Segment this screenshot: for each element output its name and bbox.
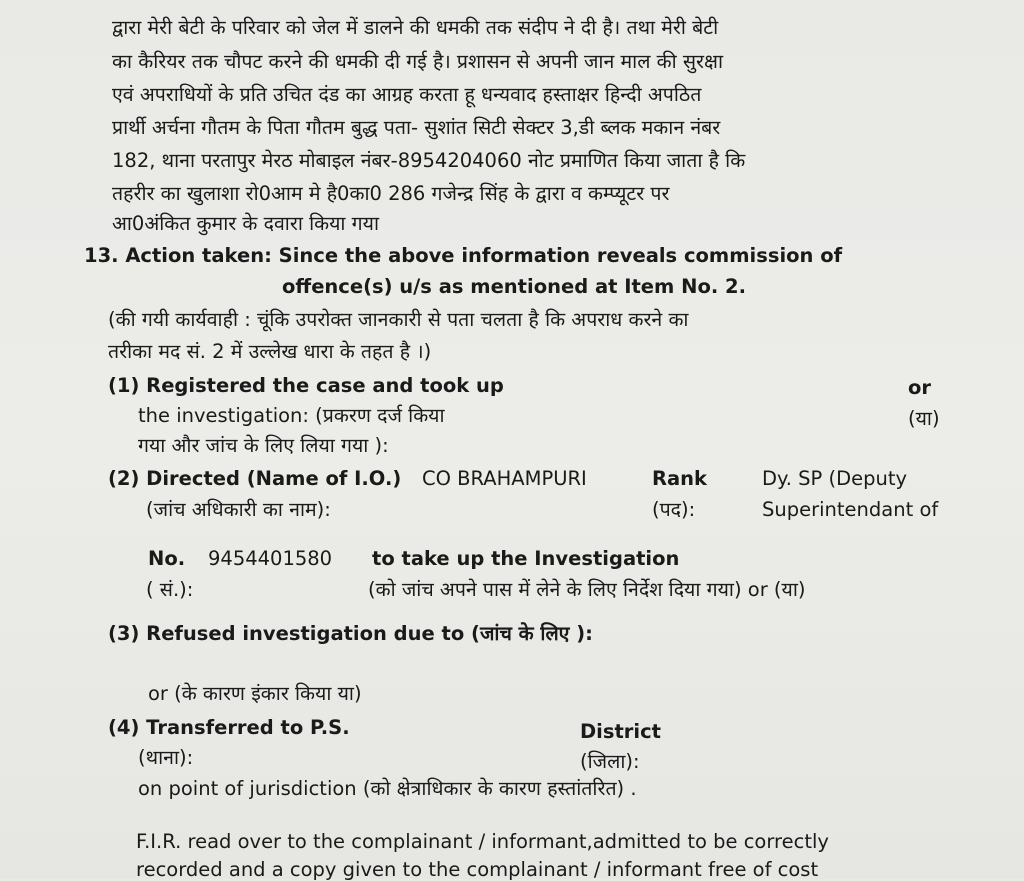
footer-line-2: recorded and a copy given to the complainant / informant free of cost (136, 858, 819, 881)
item1-label-line-1: (1) Registered the case and took up (108, 374, 504, 397)
section13-heading-line-2: offence(s) u/s as mentioned at Item No. 2. (282, 275, 747, 298)
section13-hindi-line-2: तरीका मद सं. 2 में उल्लेख धारा के तहत है ।) (108, 340, 432, 363)
paragraph-line-3: एवं अपराधियों के प्रति उचित दंड का आग्रह करता हू धन्यवाद हस्ताक्षर हिन्दी अपठित (112, 83, 702, 106)
item2-label-hindi: (जांच अधिकारी का नाम): (146, 498, 331, 521)
item3-or-line: or (के कारण इंकार किया या) (148, 682, 362, 705)
item2-no-label: No. (148, 547, 186, 570)
item1-label-line-3: गया और जांच के लिए लिया गया ): (138, 434, 389, 457)
item4-jurisdiction: on point of jurisdiction (को क्षेत्राधिकार के कारण हस्तांतरित) . (138, 777, 637, 800)
paragraph-line-5: 182, थाना परतापुर मेरठ मोबाइल नंबर-8954204060 नोट प्रमाणित किया जाता है कि (112, 149, 746, 172)
paragraph-line-7: आ0अंकित कुमार के दवारा किया गया (112, 212, 380, 235)
item2-take-up: to take up the Investigation (372, 547, 680, 570)
item2-no-value: 9454401580 (208, 547, 333, 570)
item1-or-hindi: (या) (908, 407, 940, 430)
item2-rank-value-line-2: Superintendant of (762, 498, 939, 521)
item2-label: (2) Directed (Name of I.O.) (108, 467, 402, 490)
item2-no-label-hindi: ( सं.): (146, 578, 194, 601)
item4-label-hindi: (थाना): (138, 746, 194, 769)
item3-label: (3) Refused investigation due to (जांच के लिए ): (108, 622, 593, 645)
item1-label-line-2: the investigation: (प्रकरण दर्ज किया (138, 404, 445, 427)
item2-io-name: CO BRAHAMPURI (422, 467, 587, 490)
paragraph-line-4: प्रार्थी अर्चना गौतम के पिता गौतम बुद्ध पता- सुशांत सिटी सेक्टर 3,डी ब्लक मकान नंबर (112, 116, 721, 139)
item2-rank-label: Rank (652, 467, 708, 490)
footer-line-1: F.I.R. read over to the complainant / informant,admitted to be correctly (136, 830, 829, 853)
section13-hindi-line-1: (की गयी कार्यवाही : चूंकि उपरोक्त जानकारी से पता चलता है कि अपराध करने का (108, 308, 689, 331)
paragraph-line-6: तहरीर का खुलाशा रो0आम मे है0का0 286 गजेन्द्र सिंह के द्वारा व कम्प्यूटर पर (112, 182, 670, 205)
item2-take-up-hindi: (को जांच अपने पास में लेने के लिए निर्देश दिया गया) or (या) (368, 578, 806, 601)
section13-heading-line-1: 13. Action taken: Since the above information reveals commission of (84, 244, 843, 267)
item4-label: (4) Transferred to P.S. (108, 716, 350, 739)
paragraph-line-1: द्वारा मेरी बेटी के परिवार को जेल में डालने की धमकी तक संदीप ने दी है। तथा मेरी बेटी (112, 16, 719, 39)
paragraph-line-2: का कैरियर तक चौपट करने की धमकी दी गई है। प्रशासन से अपनी जान माल की सुरक्षा (112, 50, 724, 73)
item4-district-hindi: (जिला): (580, 750, 640, 773)
item2-rank-value-line-1: Dy. SP (Deputy (762, 467, 908, 490)
item4-district: District (580, 720, 661, 743)
item1-or: or (908, 376, 932, 399)
item2-rank-label-hindi: (पद): (652, 498, 696, 521)
